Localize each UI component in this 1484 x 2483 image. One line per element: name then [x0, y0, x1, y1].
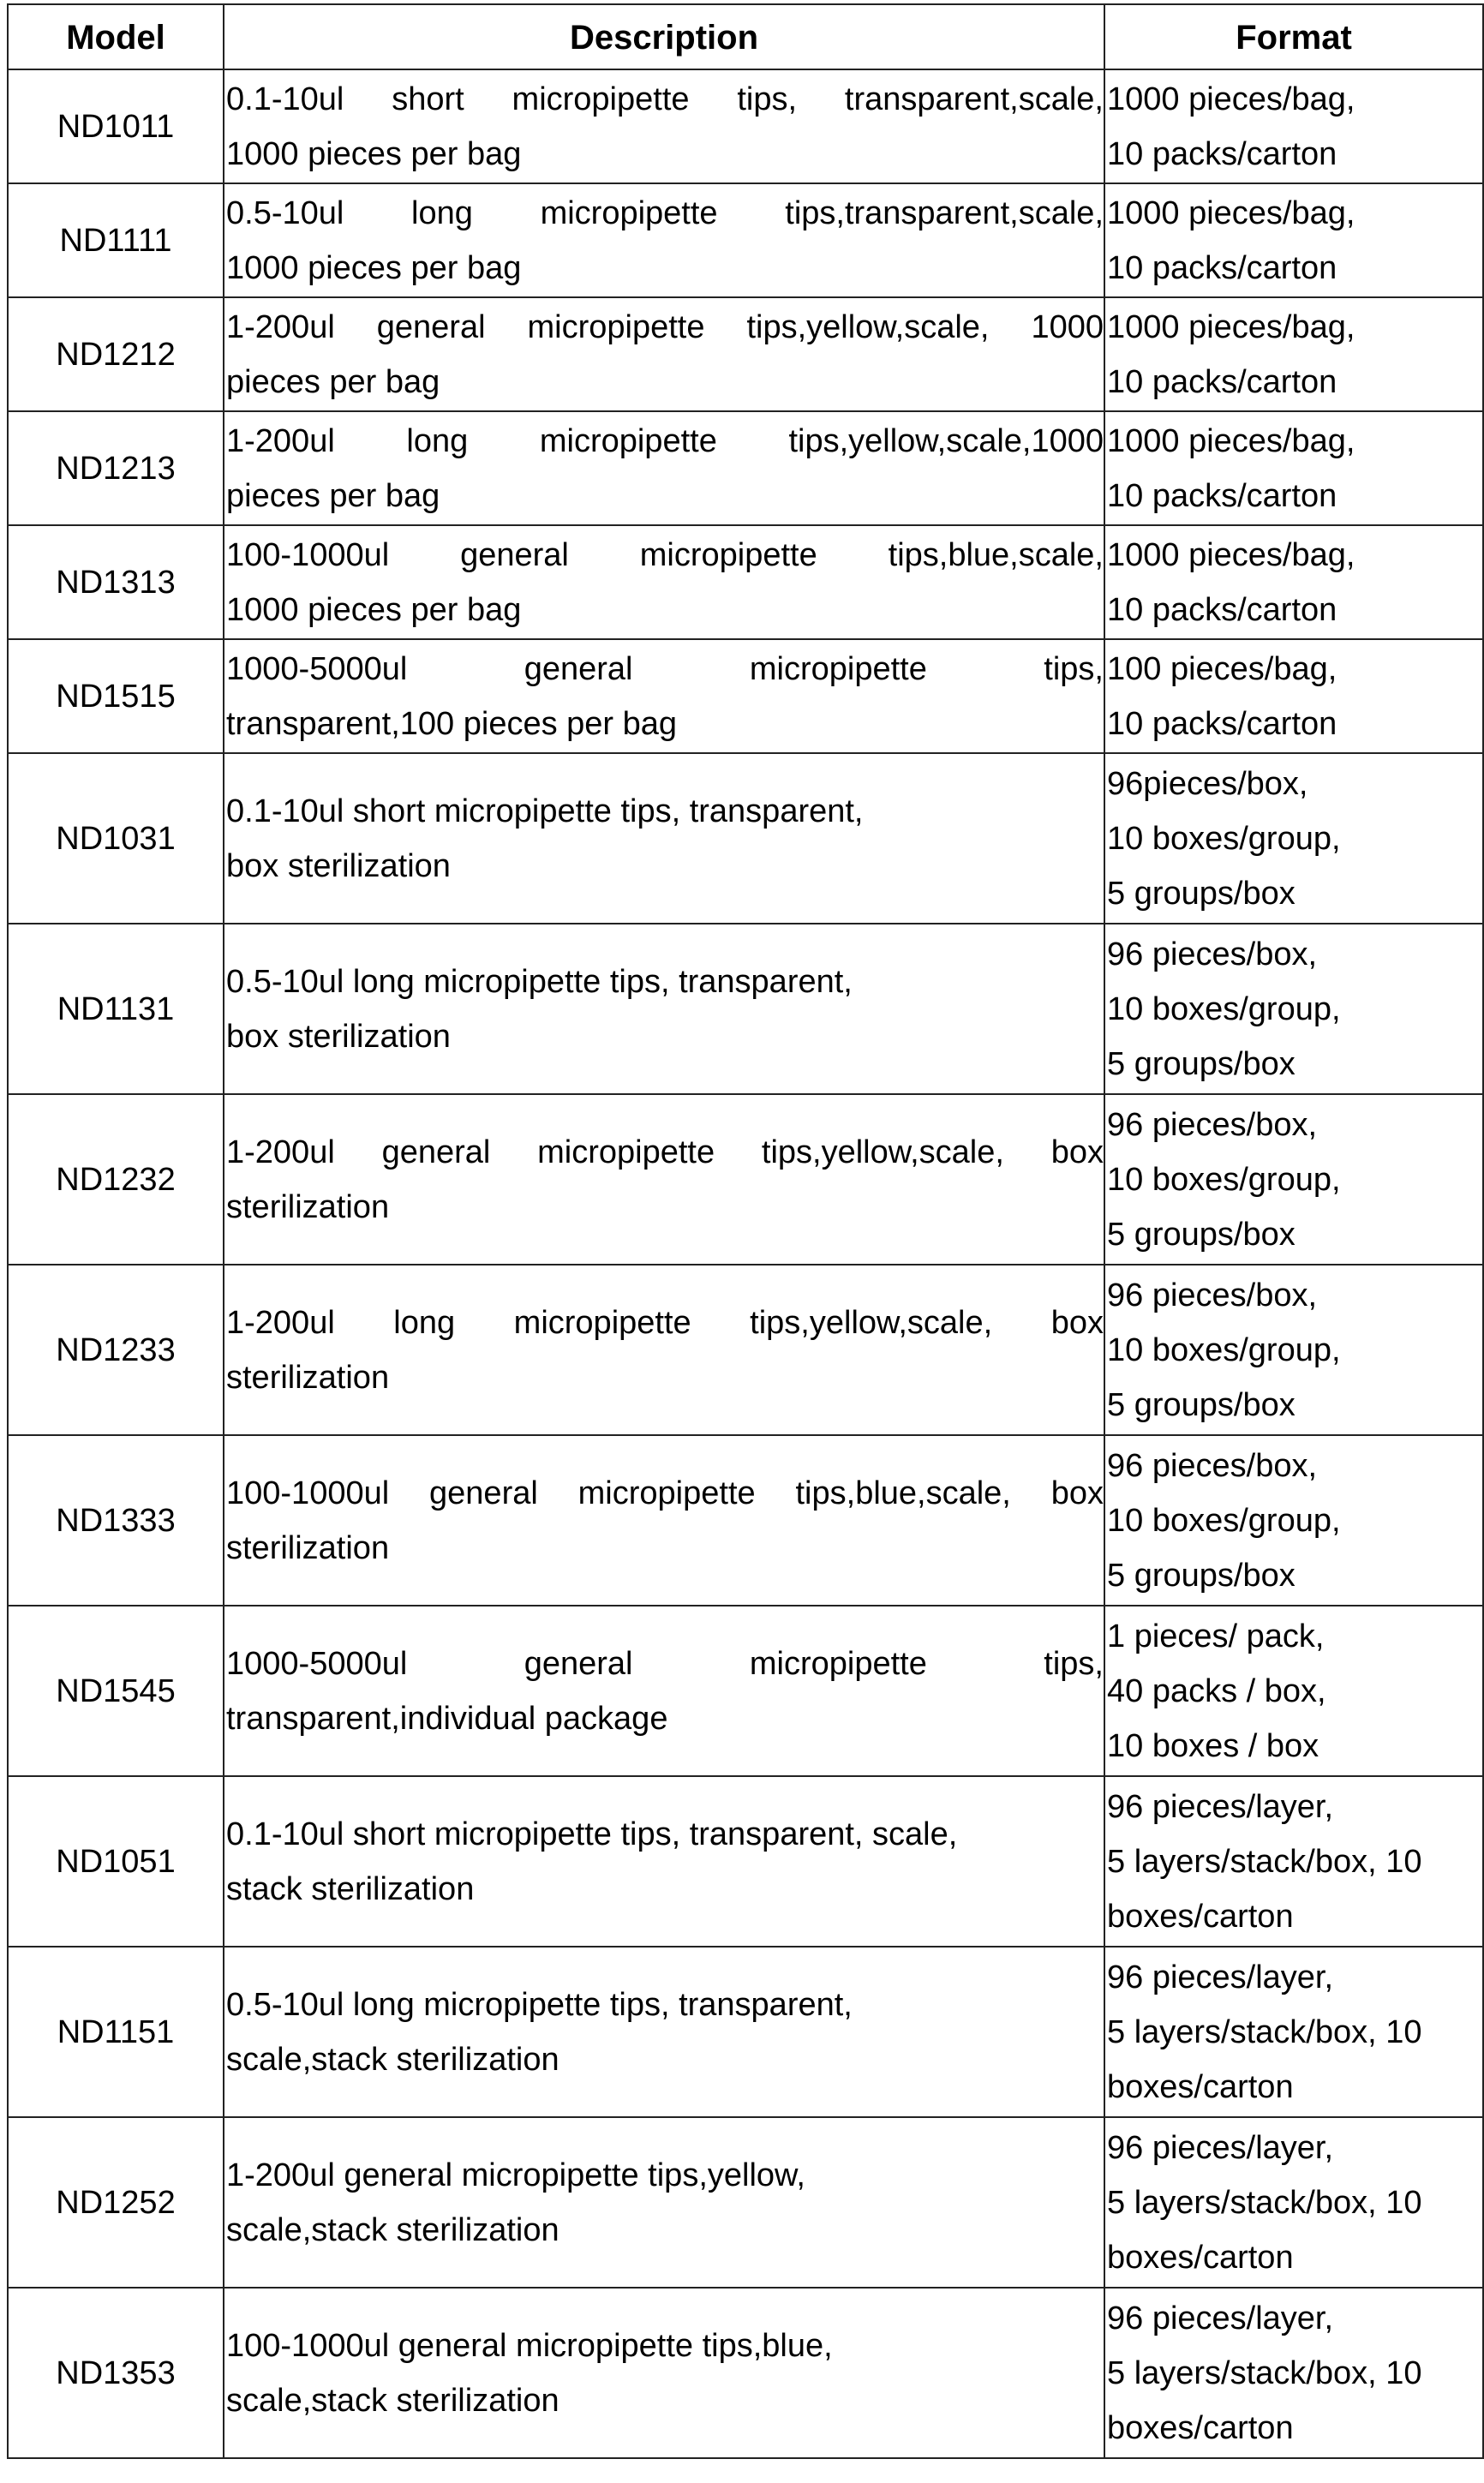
description-cell: [224, 1435, 1104, 1606]
header-format: Format: [1104, 4, 1483, 69]
description-line: 1000 pieces per bag: [226, 135, 522, 172]
description-line: sterilization: [226, 1188, 390, 1225]
description-cell: [224, 1947, 1104, 2117]
format-line: 10 packs/carton: [1107, 249, 1337, 286]
format-line: 1000 pieces/bag,: [1107, 536, 1355, 573]
description-line: 0.5-10ul long micropipette tips, transparent,: [226, 1986, 853, 2023]
table-row: [8, 1947, 1483, 2117]
format-line: 5 groups/box: [1107, 875, 1296, 912]
table-row: [8, 1606, 1483, 1776]
format-line: 1000 pieces/bag,: [1107, 81, 1355, 117]
table-row: [8, 1094, 1483, 1265]
description-line: 1-200ul general micropipette tips,yellow,scale, box: [226, 1134, 1104, 1170]
format-line: 10 boxes/group,: [1107, 1331, 1341, 1368]
format-line: 10 packs/carton: [1107, 135, 1337, 172]
format-line: 5 layers/stack/box, 10: [1107, 2013, 1422, 2050]
description-line: 0.1-10ul short micropipette tips, transparent,scale,: [226, 81, 1104, 117]
description-line: sterilization: [226, 1529, 390, 1566]
description-cell: [224, 1265, 1104, 1435]
model-cell: ND1212: [8, 297, 224, 411]
description-line: 1000 pieces per bag: [226, 249, 522, 286]
format-line: 5 layers/stack/box, 10: [1107, 1843, 1422, 1880]
format-line: 5 groups/box: [1107, 1045, 1296, 1082]
format-cell: [1104, 69, 1483, 183]
model-cell: ND1233: [8, 1265, 224, 1435]
format-cell: [1104, 1265, 1483, 1435]
format-line: 96 pieces/box,: [1107, 1277, 1318, 1313]
table-row: [8, 297, 1483, 411]
table-body: [8, 69, 1483, 2458]
format-line: 100 pieces/bag,: [1107, 650, 1337, 687]
model-cell: ND1051: [8, 1776, 224, 1947]
model-cell: ND1333: [8, 1435, 224, 1606]
model-cell: ND1111: [8, 183, 224, 297]
format-cell: [1104, 183, 1483, 297]
table-row: [8, 69, 1483, 183]
description-line: 1-200ul long micropipette tips,yellow,scale, box: [226, 1304, 1104, 1341]
format-line: 10 boxes/group,: [1107, 820, 1341, 857]
description-line: 100-1000ul general micropipette tips,blue,scale, box: [226, 1475, 1104, 1511]
format-line: 96 pieces/box,: [1107, 1447, 1318, 1484]
description-line: 1-200ul long micropipette tips,yellow,scale,1000: [226, 422, 1104, 459]
format-cell: [1104, 2117, 1483, 2288]
model-cell: ND1151: [8, 1947, 224, 2117]
description-line: sterilization: [226, 1359, 390, 1396]
format-line: 96 pieces/layer,: [1107, 1959, 1334, 1995]
model-cell: ND1213: [8, 411, 224, 525]
format-cell: [1104, 1606, 1483, 1776]
description-cell: [224, 297, 1104, 411]
table-row: [8, 753, 1483, 924]
format-cell: [1104, 525, 1483, 639]
table-row: [8, 924, 1483, 1094]
format-line: 10 boxes / box: [1107, 1727, 1319, 1764]
description-cell: [224, 1776, 1104, 1947]
description-cell: [224, 924, 1104, 1094]
description-line: pieces per bag: [226, 477, 440, 514]
model-cell: ND1232: [8, 1094, 224, 1265]
model-cell: ND1545: [8, 1606, 224, 1776]
model-cell: ND1011: [8, 69, 224, 183]
description-cell: [224, 753, 1104, 924]
description-line: 0.5-10ul long micropipette tips,transparent,scale,: [226, 194, 1104, 231]
model-cell: ND1515: [8, 639, 224, 753]
model-cell: ND1252: [8, 2117, 224, 2288]
description-line: 0.1-10ul short micropipette tips, transparent, scale,: [226, 1816, 958, 1852]
format-line: boxes/carton: [1107, 2239, 1294, 2276]
model-cell: ND1353: [8, 2288, 224, 2458]
format-line: 10 packs/carton: [1107, 705, 1337, 742]
description-cell: [224, 411, 1104, 525]
format-line: 40 packs / box,: [1107, 1672, 1326, 1709]
format-line: 96 pieces/layer,: [1107, 1788, 1334, 1825]
format-cell: [1104, 1435, 1483, 1606]
format-cell: [1104, 1776, 1483, 1947]
header-row: [8, 4, 1483, 69]
description-cell: [224, 69, 1104, 183]
description-line: stack sterilization: [226, 1870, 475, 1907]
description-cell: [224, 525, 1104, 639]
format-line: 10 boxes/group,: [1107, 1161, 1341, 1198]
description-cell: [224, 2288, 1104, 2458]
header-description: Description: [224, 4, 1104, 69]
format-cell: [1104, 2288, 1483, 2458]
description-cell: [224, 1606, 1104, 1776]
format-cell: [1104, 297, 1483, 411]
description-line: transparent,100 pieces per bag: [226, 705, 678, 742]
table-row: [8, 1776, 1483, 1947]
description-line: 1000-5000ul general micropipette tips,: [226, 1645, 1104, 1682]
table-row: [8, 639, 1483, 753]
description-line: scale,stack sterilization: [226, 2382, 559, 2419]
description-line: transparent,individual package: [226, 1700, 668, 1737]
format-line: 10 packs/carton: [1107, 363, 1337, 400]
format-line: 96pieces/box,: [1107, 765, 1308, 802]
format-line: 96 pieces/layer,: [1107, 2300, 1334, 2336]
table-row: [8, 1265, 1483, 1435]
description-line: 1000-5000ul general micropipette tips,: [226, 650, 1104, 687]
table-row: [8, 1435, 1483, 1606]
format-line: 96 pieces/box,: [1107, 936, 1318, 972]
format-line: 5 groups/box: [1107, 1386, 1296, 1423]
description-cell: [224, 1094, 1104, 1265]
description-line: 100-1000ul general micropipette tips,blue,: [226, 2327, 833, 2364]
format-line: 1 pieces/ pack,: [1107, 1618, 1325, 1654]
format-line: boxes/carton: [1107, 2068, 1294, 2105]
format-line: 1000 pieces/bag,: [1107, 194, 1355, 231]
format-line: 10 boxes/group,: [1107, 990, 1341, 1027]
format-line: 96 pieces/layer,: [1107, 2129, 1334, 2166]
table-row: [8, 525, 1483, 639]
format-line: 1000 pieces/bag,: [1107, 422, 1355, 459]
format-line: 96 pieces/box,: [1107, 1106, 1318, 1143]
format-cell: [1104, 639, 1483, 753]
description-line: scale,stack sterilization: [226, 2211, 559, 2248]
table-row: [8, 2117, 1483, 2288]
description-line: scale,stack sterilization: [226, 2041, 559, 2078]
header-model: Model: [8, 4, 224, 69]
format-line: 1000 pieces/bag,: [1107, 308, 1355, 345]
description-line: box sterilization: [226, 1018, 451, 1055]
format-line: 10 packs/carton: [1107, 591, 1337, 628]
format-cell: [1104, 411, 1483, 525]
description-line: 0.1-10ul short micropipette tips, transparent,: [226, 793, 864, 829]
format-cell: [1104, 924, 1483, 1094]
format-line: 10 boxes/group,: [1107, 1502, 1341, 1539]
table-row: [8, 411, 1483, 525]
format-line: boxes/carton: [1107, 1898, 1294, 1935]
format-cell: [1104, 1094, 1483, 1265]
description-line: box sterilization: [226, 847, 451, 884]
table-row: [8, 2288, 1483, 2458]
description-cell: [224, 639, 1104, 753]
format-line: 5 groups/box: [1107, 1216, 1296, 1253]
format-line: 5 layers/stack/box, 10: [1107, 2354, 1422, 2391]
table-row: [8, 183, 1483, 297]
description-cell: [224, 183, 1104, 297]
description-cell: [224, 2117, 1104, 2288]
format-cell: [1104, 753, 1483, 924]
description-line: 1-200ul general micropipette tips,yellow,: [226, 2157, 805, 2193]
format-line: 10 packs/carton: [1107, 477, 1337, 514]
model-cell: ND1313: [8, 525, 224, 639]
description-line: pieces per bag: [226, 363, 440, 400]
description-line: 100-1000ul general micropipette tips,blue,scale,: [226, 536, 1104, 573]
product-table: [7, 3, 1484, 2459]
description-line: 0.5-10ul long micropipette tips, transparent,: [226, 963, 853, 1000]
format-cell: [1104, 1947, 1483, 2117]
description-line: 1000 pieces per bag: [226, 591, 522, 628]
format-line: boxes/carton: [1107, 2409, 1294, 2446]
format-line: 5 groups/box: [1107, 1557, 1296, 1594]
description-line: 1-200ul general micropipette tips,yellow,scale, 1000: [226, 308, 1104, 345]
model-cell: ND1131: [8, 924, 224, 1094]
model-cell: ND1031: [8, 753, 224, 924]
format-line: 5 layers/stack/box, 10: [1107, 2184, 1422, 2221]
